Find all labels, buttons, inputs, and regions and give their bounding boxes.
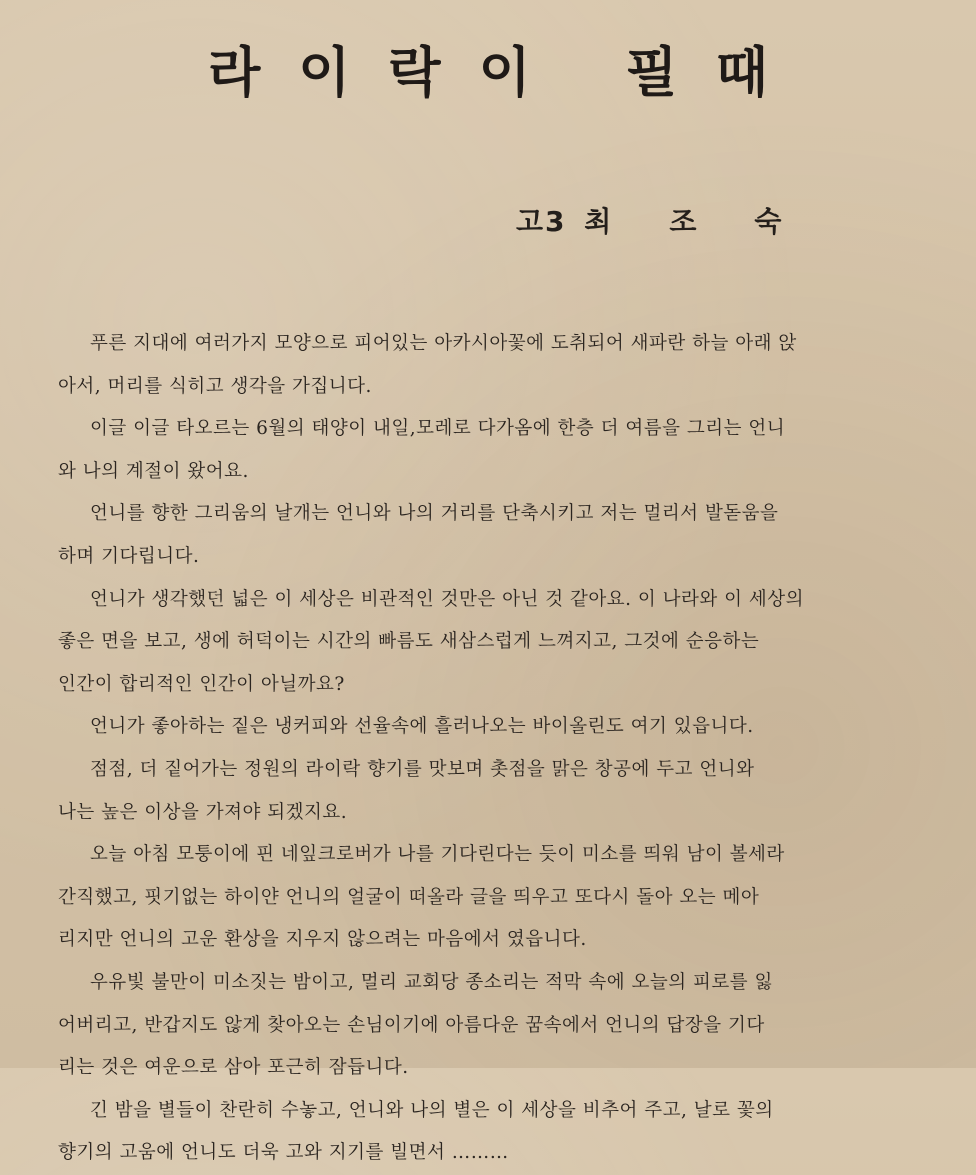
text-line: 이글 이글 타오르는 6월의 태양이 내일,모레로 다가옴에 한층 더 여름을 그리는 언니 bbox=[90, 418, 786, 440]
text-line: 긴 밤을 별들이 찬란히 수놓고, 언니와 나의 별은 이 세상을 비추어 주고, 날로 꽃의 bbox=[90, 1099, 774, 1121]
text-line: 점점, 더 짙어가는 정원의 라이락 향기를 맛보며 촛점을 맑은 창공에 두고 언니와 bbox=[90, 758, 755, 780]
text-line: 언니를 향한 그리움의 날개는 언니와 나의 거리를 단축시키고 저는 멀리서 발돋움을 bbox=[90, 503, 779, 525]
author-line bbox=[516, 200, 839, 240]
text-line: 아서, 머리를 식히고 생각을 가집니다. bbox=[58, 375, 372, 397]
text-line: 푸른 지대에 여러가지 모양으로 피어있는 아카시아꽃에 도취되어 새파란 하늘 아래 앉 bbox=[90, 333, 797, 354]
text-line: 우유빛 불만이 미소짓는 밤이고, 멀리 교회당 종소리는 적막 속에 오늘의 피로를 잃 bbox=[90, 971, 773, 993]
text-line: 하며 기다립니다. bbox=[58, 545, 200, 567]
author-grade: 고3 bbox=[516, 205, 567, 238]
text-line: 오늘 아침 모퉁이에 핀 네잎크로버가 나를 기다린다는 듯이 미소를 띄워 남이 볼세라 bbox=[90, 844, 785, 866]
text-line: 어버리고, 반갑지도 않게 찾아오는 손님이기에 아름다운 꿈속에서 언니의 답장을 기다 bbox=[58, 1014, 765, 1036]
author-name: 최조숙 bbox=[584, 205, 840, 238]
text-line: 리지만 언니의 고운 환상을 지우지 않으려는 마음에서 였읍니다. bbox=[58, 929, 587, 951]
text-line: 좋은 면을 보고, 생에 허덕이는 시간의 빠름도 새삼스럽게 느껴지고, 그것에 순응하는 bbox=[58, 631, 760, 653]
text-line: 리는 것은 여운으로 삼아 포근히 잠듭니다. bbox=[58, 1057, 409, 1079]
text-line: 와 나의 계절이 왔어요. bbox=[58, 460, 249, 482]
text-line: 언니가 생각했던 넓은 이 세상은 비관적인 것만은 아닌 것 같아요. 이 나라와 이 세상의 bbox=[90, 588, 804, 610]
page-title: 라이락이 필때 bbox=[208, 41, 806, 104]
text-line: 인간이 합리적인 인간이 아닐까요? bbox=[58, 673, 345, 695]
essay-body bbox=[58, 323, 938, 1175]
text-line: 향기의 고움에 언니도 더욱 고와 지기를 빌면서 ……… bbox=[58, 1142, 509, 1164]
text-line: 언니가 좋아하는 짙은 냉커피와 선율속에 흘러나오는 바이올린도 여기 있읍니다. bbox=[90, 716, 754, 738]
text-line: 간직했고, 핏기없는 하이얀 언니의 얼굴이 떠올라 글을 띄우고 또다시 돌아 오는 메아 bbox=[58, 886, 760, 908]
text-line: 나는 높은 이상을 가져야 되겠지요. bbox=[58, 801, 348, 823]
